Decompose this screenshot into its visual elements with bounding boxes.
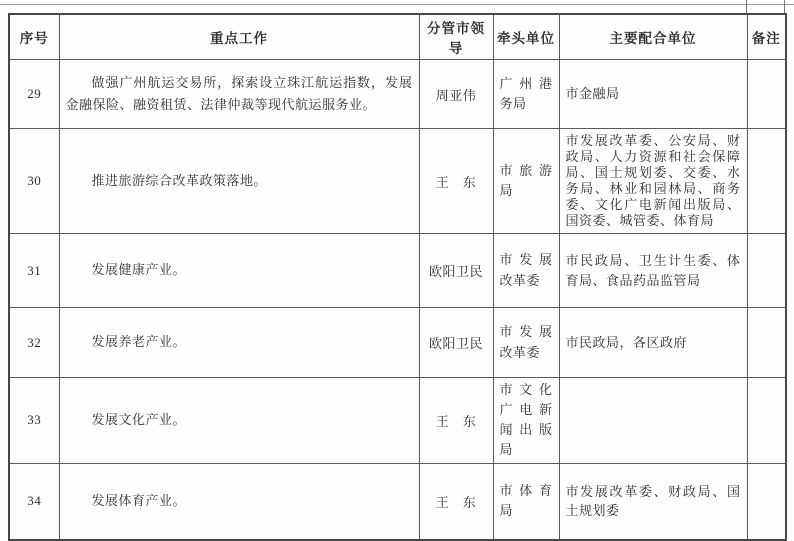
cell-city-leader: 欧阳卫民 (419, 308, 493, 378)
cell-partner-units: 市民政局，各区政府 (559, 308, 747, 378)
cell-note (747, 463, 786, 540)
table-row (9, 129, 786, 234)
table-row (9, 463, 786, 540)
cell-lead-unit: 市发展改革委 (493, 234, 559, 308)
table-row (9, 234, 786, 308)
cell-key-work: 发展健康产业。 (59, 234, 419, 308)
header-cell-note: 备注 (747, 14, 786, 60)
table-top-stub-line (746, 0, 747, 13)
cell-key-work: 发展养老产业。 (59, 308, 419, 378)
table-row (9, 308, 786, 378)
cell-serial-number: 29 (9, 60, 59, 129)
cell-serial-number: 34 (9, 463, 59, 540)
cell-city-leader: 欧阳卫民 (419, 234, 493, 308)
cell-city-leader: 王 东 (419, 463, 493, 540)
header-cell-partner-units: 主要配合单位 (559, 14, 747, 60)
table-top-stub-line (784, 0, 785, 13)
cell-partner-units (559, 378, 747, 464)
cell-lead-unit: 广州港务局 (493, 60, 559, 129)
cell-note (747, 129, 786, 234)
cell-lead-unit: 市旅游局 (493, 129, 559, 234)
table-row (9, 60, 786, 129)
cell-city-leader: 周亚伟 (419, 60, 493, 129)
cell-serial-number: 33 (9, 378, 59, 464)
cell-serial-number: 32 (9, 308, 59, 378)
page-top-rule (0, 4, 794, 5)
cell-serial-number: 30 (9, 129, 59, 234)
cell-city-leader: 王 东 (419, 378, 493, 464)
cell-key-work: 发展文化产业。 (59, 378, 419, 464)
cell-key-work: 推进旅游综合改革政策落地。 (59, 129, 419, 234)
table-header-row (9, 14, 786, 60)
cell-partner-units: 市发展改革委、公安局、财政局、人力资源和社会保障局、国土规划委、交委、水务局、林业和园林局、商务委、文化广电新闻出版局、国资委、城管委、体育局 (559, 129, 747, 234)
cell-note (747, 378, 786, 464)
cell-note (747, 308, 786, 378)
cell-serial-number: 31 (9, 234, 59, 308)
cell-city-leader: 王 东 (419, 129, 493, 234)
work-assignment-table (8, 13, 787, 541)
cell-key-work: 发展体育产业。 (59, 463, 419, 540)
cell-lead-unit: 市体育局 (493, 463, 559, 540)
header-cell-key-work: 重点工作 (59, 14, 419, 60)
cell-partner-units: 市金融局 (559, 60, 747, 129)
cell-partner-units: 市民政局、卫生计生委、体育局、食品药品监管局 (559, 234, 747, 308)
header-cell-city-leader: 分管市领导 (419, 14, 493, 60)
cell-note (747, 234, 786, 308)
table-row (9, 378, 786, 464)
header-cell-lead-unit: 牵头单位 (493, 14, 559, 60)
cell-partner-units: 市发展改革委、财政局、国土规划委 (559, 463, 747, 540)
cell-lead-unit: 市文化广电新闻出版局 (493, 378, 559, 464)
cell-lead-unit: 市发展改革委 (493, 308, 559, 378)
cell-key-work: 做强广州航运交易所，探索设立珠江航运指数，发展金融保险、融资租赁、法律仲裁等现代航运服务业。 (59, 60, 419, 129)
cell-note (747, 60, 786, 129)
header-cell-serial-number: 序号 (9, 14, 59, 60)
